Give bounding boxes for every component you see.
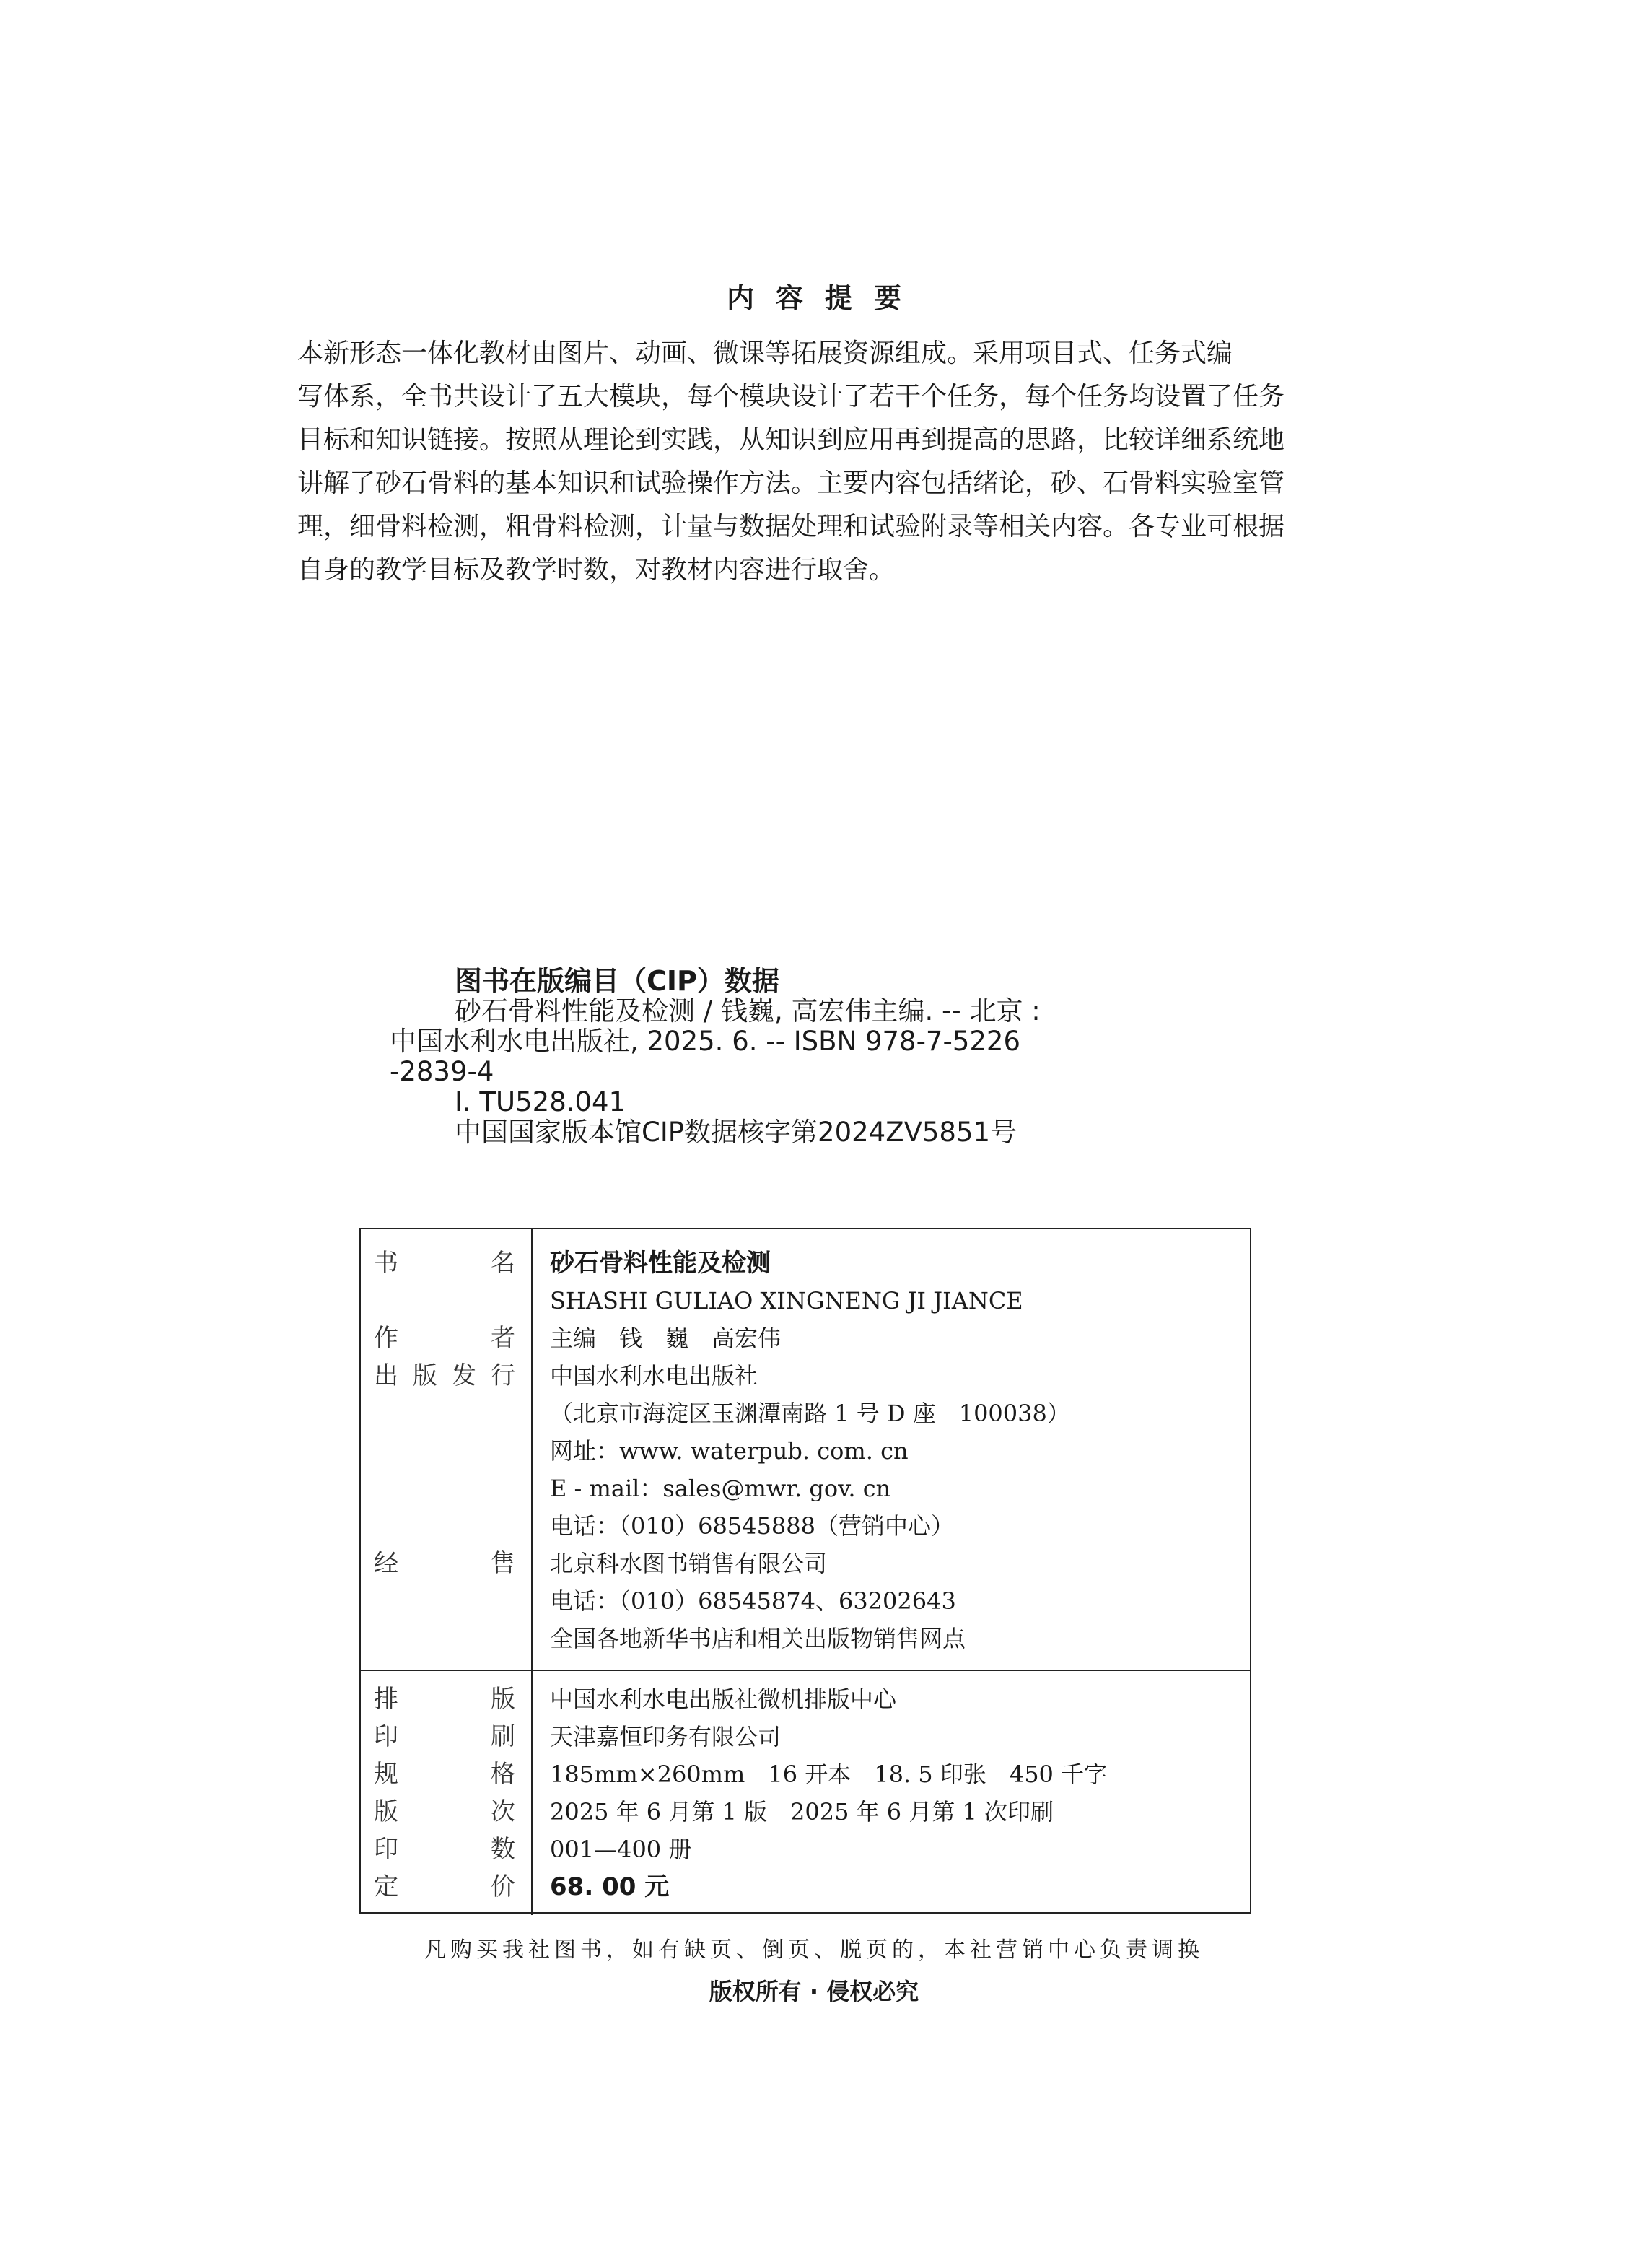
label-price — [374, 1870, 515, 1903]
label-title — [374, 1247, 515, 1280]
table-row-divider — [361, 1670, 1250, 1671]
summary-line: 讲解了砂石骨料的基本知识和试验操作方法。主要内容包括绪论，砂、石骨料实验室管 — [297, 468, 1285, 498]
cip-line-1: 砂石骨料性能及检测 / 钱巍, 高宏伟主编. -- 北京 : — [455, 995, 1041, 1026]
label-char: 印 — [374, 1835, 398, 1864]
summary-title: 内容提要 — [726, 282, 923, 314]
label-copies — [374, 1833, 515, 1866]
summary-body — [297, 332, 1336, 592]
label-spec — [374, 1758, 515, 1791]
publisher-phone: 电话：（010）68545888（营销中心） — [550, 1512, 954, 1540]
label-char: 经 — [374, 1549, 398, 1578]
price: 68. 00 元 — [550, 1872, 670, 1901]
copies: 001—400 册 — [550, 1836, 692, 1863]
label-char: 者 — [491, 1324, 515, 1353]
publisher-address: （北京市海淀区玉渊潭南路 1 号 D 座 100038） — [550, 1400, 1070, 1427]
label-char: 版 — [491, 1685, 515, 1714]
copyright-notice: 版权所有 · 侵权必究 — [709, 1978, 919, 2005]
summary-line: 写体系，全书共设计了五大模块，每个模块设计了若干个任务，每个任务均设置了任务 — [297, 382, 1285, 411]
publisher-name: 中国水利水电出版社 — [550, 1362, 758, 1390]
label-typeset — [374, 1683, 515, 1716]
distributor-network: 全国各地新华书店和相关出版物销售网点 — [550, 1625, 966, 1652]
label-publisher — [374, 1359, 515, 1392]
book-info-table — [359, 1228, 1251, 1914]
cip-line-2: 中国水利水电出版社, 2025. 6. -- ISBN 978-7-5226 — [390, 1026, 1020, 1057]
printing: 天津嘉恒印务有限公司 — [550, 1723, 782, 1750]
publisher-email: E - mail：sales@mwr. gov. cn — [550, 1475, 891, 1502]
author: 主编 钱 巍 高宏伟 — [550, 1325, 782, 1352]
summary-line: 本新形态一体化教材由图片、动画、微课等拓展资源组成。采用项目式、任务式编 — [297, 339, 1233, 368]
summary-line: 理，细骨料检测，粗骨料检测，计量与数据处理和试验附录等相关内容。各专业可根据 — [297, 512, 1285, 541]
label-char: 售 — [491, 1549, 515, 1578]
book-title-pinyin: SHASHI GULIAO XINGNENG JI JIANCE — [550, 1287, 1023, 1314]
label-char: 发 — [452, 1361, 476, 1390]
summary-line: 自身的教学目标及教学时数，对教材内容进行取舍。 — [297, 555, 896, 585]
label-edition — [374, 1795, 515, 1828]
cip-block — [390, 966, 1328, 1148]
label-char: 格 — [491, 1760, 515, 1789]
book-title: 砂石骨料性能及检测 — [550, 1249, 771, 1278]
cip-line-4: Ⅰ. TU528.041 — [455, 1086, 626, 1117]
label-char: 行 — [491, 1361, 515, 1390]
label-char: 出 — [374, 1361, 398, 1390]
label-char: 版 — [413, 1361, 437, 1390]
cip-line-3: -2839-4 — [390, 1056, 494, 1087]
label-char: 作 — [374, 1324, 398, 1353]
replacement-notice: 凡购买我社图书，如有缺页、倒页、脱页的，本社营销中心负责调换 — [424, 1937, 1204, 1963]
table-column-divider — [531, 1229, 533, 1915]
publisher-web: 网址：www. waterpub. com. cn — [550, 1437, 909, 1465]
label-char: 次 — [491, 1797, 515, 1826]
label-printing — [374, 1720, 515, 1753]
distributor-name: 北京科水图书销售有限公司 — [550, 1550, 828, 1577]
label-author — [374, 1322, 515, 1355]
summary-line: 目标和知识链接。按照从理论到实践，从知识到应用再到提高的思路，比较详细系统地 — [297, 425, 1285, 455]
label-char: 名 — [491, 1249, 515, 1278]
spec: 185mm×260mm 16 开本 18. 5 印张 450 千字 — [550, 1761, 1108, 1788]
label-char: 书 — [374, 1249, 398, 1278]
label-char: 刷 — [491, 1722, 515, 1751]
label-char: 规 — [374, 1760, 398, 1789]
label-char: 定 — [374, 1872, 398, 1901]
label-char: 价 — [491, 1872, 515, 1901]
label-char: 数 — [491, 1835, 515, 1864]
cip-heading: 图书在版编目（CIP）数据 — [455, 965, 779, 997]
edition: 2025 年 6 月第 1 版 2025 年 6 月第 1 次印刷 — [550, 1798, 1054, 1826]
label-char: 排 — [374, 1685, 398, 1714]
label-distributor — [374, 1547, 515, 1580]
distributor-phone: 电话：（010）68545874、63202643 — [550, 1587, 956, 1615]
cip-line-5: 中国国家版本馆CIP数据核字第2024ZV5851号 — [455, 1117, 1017, 1148]
label-char: 版 — [374, 1797, 398, 1826]
typeset: 中国水利水电出版社微机排版中心 — [550, 1685, 897, 1713]
label-char: 印 — [374, 1722, 398, 1751]
